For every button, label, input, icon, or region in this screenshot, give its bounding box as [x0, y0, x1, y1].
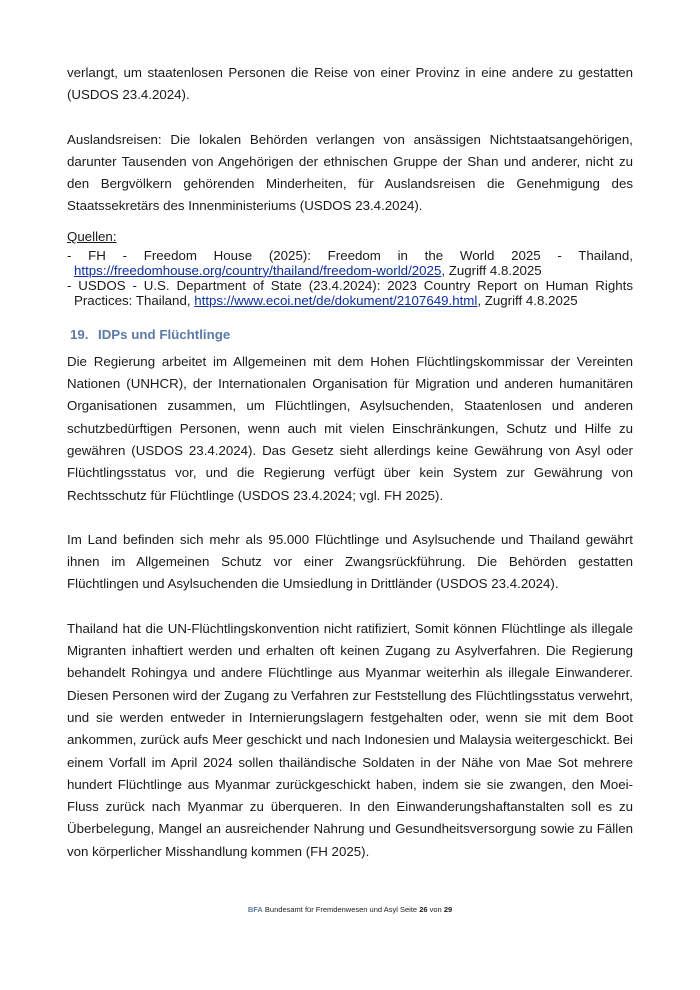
source-text: - FH - Freedom House (2025): Freedom in the World 2025 - Thailand, [67, 247, 633, 263]
section-heading [67, 327, 633, 343]
source-text: - USDOS - U.S. Department of State (23.4.2024): 2023 Country Report on Human Rights Practices: Thailand, [67, 277, 633, 308]
bfa-logo: BFA [247, 905, 263, 914]
section-title: IDPs und Flüchtlinge [98, 326, 231, 342]
paragraph-refugee-numbers: Im Land befinden sich mehr als 95.000 Flüchtlinge und Asylsuchende und Thailand gewährt ihnen im Allgemeinen Schutz vor einer Zwangsrückführung. Die Behörden gestatten Flüchtlingen und Asylsuchenden die Umsiedlung in Drittländer (USDOS 23.4.2024). [67, 531, 633, 592]
source-access-date: , Zugriff 4.8.2025 [441, 262, 542, 278]
sources-list [67, 248, 633, 308]
footer-total-pages: 29 [443, 905, 453, 914]
footer-text: Bundesamt für Fremdenwesen und Asyl Seite [264, 905, 418, 914]
paragraph-unhcr-cooperation: Die Regierung arbeitet im Allgemeinen mit dem Hohen Flüchtlingskommissar der Vereinten Nationen (UNHCR), der Internationalen Organisation für Migration und anderen humanitären Organisationen zusammen, um Flüchtlingen, Asylsuchenden, Staatenlosen und anderen schutzbedürftigen Personen, wenn auch mit vielen Einschränkungen, Schutz und Hilfe zu gewähren (USDOS 23.4.2024). Das Gesetz sieht allerdings keine Gewährung von Asyl oder Flüchtlingsstatus vor, und die Regierung verfügt über kein System zur Gewährung von Rechtsschutz für Flüchtlinge (USDOS 23.4.2024; vgl. FH 2025). [67, 353, 633, 503]
source-item-usdos [67, 278, 633, 308]
source-link-usdos[interactable]: https://www.ecoi.net/de/dokument/2107649.html [194, 292, 478, 308]
footer-of: von [429, 905, 442, 914]
page-footer [0, 905, 700, 915]
paragraph-statelessness-travel: verlangt, um staatenlosen Personen die Reise von einer Provinz in eine andere zu gestatten (USDOS 23.4.2024). [67, 65, 633, 103]
document-page [67, 62, 633, 863]
source-item-freedom-house [67, 248, 633, 278]
paragraph-foreign-travel: Auslandsreisen: Die lokalen Behörden verlangen von ansässigen Nichtstaatsangehörigen, darunter Tausenden von Angehörigen der ethnischen Gruppe der Shan und anderer, nicht zu den Bergvölkern gehörenden Minderheiten, für Auslandsreisen die Genehmigung des Staatssekretärs des Innenministeriums (USDOS 23.4.2024). [67, 131, 633, 214]
paragraph-refugee-convention: Thailand hat die UN-Flüchtlingskonvention nicht ratifiziert, Somit können Flüchtlinge als illegale Migranten inhaftiert werden und erhalten oft keinen Zugang zu Asylverfahren. Die Regierung behandelt Rohingya und andere Flüchtlinge aus Myanmar weiterhin als illegale Einwanderer. Diesen Personen wird der Zugang zu Verfahren zur Feststellung des Flüchtlingsstatus verwehrt, und sie werden entweder in Internierungslagern festgehalten oder, wenn sie mit dem Boot ankommen, zurück aufs Meer geschickt und nach Indonesien und Malaysia weitergeschickt. Bei einem Vorfall im April 2024 sollen thailändische Soldaten in der Nähe von Mae Sot mehrere hundert Flüchtlinge aus Myanmar zurückgeschickt haben, indem sie sie zwangen, den Moei-Fluss zurück nach Myanmar zu überqueren. In den Einwanderungshaftanstalten soll es zu Überbelegung, Mangel an ausreichender Nahrung und Gesundheitsversorgung sowie zu Fällen von körperlicher Misshandlung kommen (FH 2025). [67, 620, 633, 859]
sources-heading: Quellen: [67, 228, 117, 244]
footer-page-number: 26 [419, 905, 428, 914]
source-link-freedom-house[interactable]: https://freedomhouse.org/country/thailand/freedom-world/2025 [74, 262, 442, 278]
source-access-date: , Zugriff 4.8.2025 [477, 292, 578, 308]
section-number: 19. [70, 326, 89, 342]
